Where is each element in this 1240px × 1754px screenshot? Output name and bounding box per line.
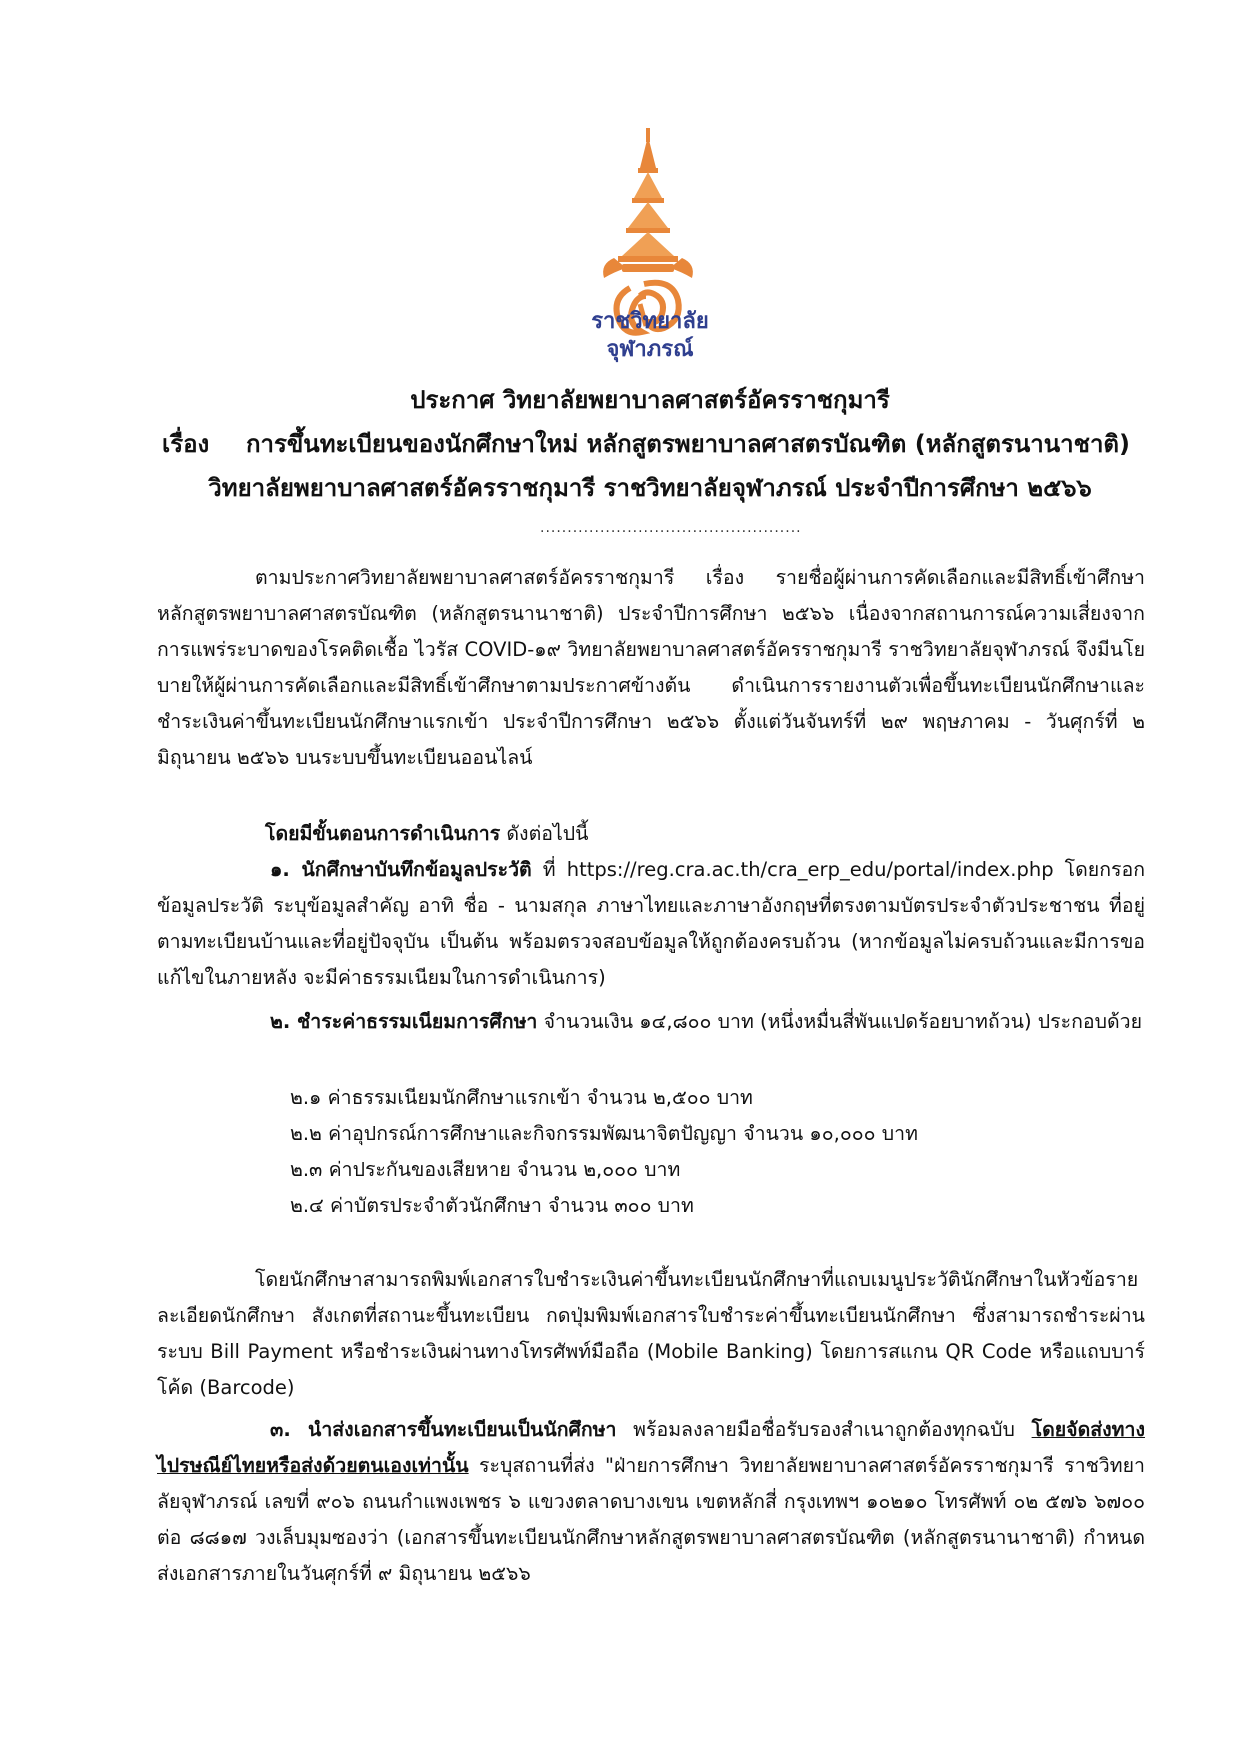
announcement-title: ประกาศ วิทยาลัยพยาบาลศาสตร์อัครราชกุมารี — [410, 386, 890, 414]
intro-paragraph: ตามประกาศวิทยาลัยพยาบาลศาสตร์อัครราชกุมารี เรื่อง รายชื่อผู้ผ่านการคัดเลือกและมีสิทธิ์เข้าศึกษา หลักสูตรพยาบาลศาสตรบัณฑิต (หลักสูตรนานาชาติ) ประจำปีการศึกษา ๒๕๖๖ เนื่องจากสถานการณ์ความเสี่ยงจากการแพร่ระบาดของโรคติดเชื้อ ไวรัส COVID-๑๙ วิทยาลัยพยาบาลศาสตร์อัครราชกุมารี ราชวิทยาลัยจุฬาภรณ์ จึงมีนโยบายให้ผู้ผ่านการคัดเลือกและมีสิทธิ์เข้าศึกษาตามประกาศข้างต้น ดำเนินการรายงานตัวเพื่อขึ้นทะเบียนนักศึกษาและชำระเงินค่าขึ้นทะเบียนนักศึกษาแรกเข้า ประจำปีการศึกษา ๒๕๖๖ ตั้งแต่วันจันทร์ที่ ๒๙ พฤษภาคม - วันศุกร์ที่ ๒ มิถุนายน ๒๕๖๖ บนระบบขึ้นทะเบียนออนไลน์ — [157, 566, 1145, 769]
step-1-paragraph — [157, 852, 1145, 996]
announcement-subject — [162, 427, 1162, 461]
step-1-title: ๑. นักศึกษาบันทึกข้อมูลประวัติ — [270, 858, 532, 881]
steps-heading — [265, 816, 1145, 852]
fee-item: ๒.๔ ค่าบัตรประจำตัวนักศึกษา จำนวน ๓๐๐ บาท — [290, 1194, 694, 1217]
step-3-text: พร้อมลงลายมือชื่อรับรองสำเนาถูกต้องทุกฉบับ — [616, 1418, 1032, 1441]
print-instructions-paragraph: โดยนักศึกษาสามารถพิมพ์เอกสารใบชำระเงินค่าขึ้นทะเบียนนักศึกษาที่แถบเมนูประวัตินักศึกษาในหัวข้อรายละเอียดนักศึกษา สังเกตที่สถานะขึ้นทะเบียน กดปุ่มพิมพ์เอกสารใบชำระค่าขึ้นทะเบียนนักศึกษา ซึ่งสามารถชำระผ่านระบบ Bill Payment หรือชำระเงินผ่านทางโทรศัพท์มือถือ (Mobile Banking) โดยการสแกน QR Code หรือแถบบาร์โค้ด (Barcode) — [157, 1268, 1145, 1399]
fee-list — [290, 1080, 1140, 1224]
steps-heading-rest: ดังต่อไปนี้ — [500, 822, 589, 845]
step-3-underlined: โดยจัดส่งทางไปรษณีย์ไทยหรือส่งด้วยตนเองเท่านั้น — [157, 1418, 1145, 1477]
subject-label: เรื่อง — [162, 430, 210, 458]
steps-heading-bold: โดยมีขั้นตอนการดำเนินการ — [265, 822, 501, 845]
step-3-address: ระบุสถานที่ส่ง "ฝ่ายการศึกษา วิทยาลัยพยาบาลศาสตร์อัครราชกุมารี ราชวิทยาลัยจุฬาภรณ์ เลขที่ ๙๐๖ ถนนกำแพงเพชร ๖ แขวงตลาดบางเขน เขตหลักสี่ กรุงเทพฯ ๑๐๒๑๐ โทรศัพท์ ๐๒ ๕๗๖ ๖๗๐๐ ต่อ ๘๘๑๗ วงเล็บมุมซองว่า (เอกสารขึ้นทะเบียนนักศึกษาหลักสูตรพยาบาลศาสตรบัณฑิต (หลักสูตรนานาชาติ) กำหนดส่งเอกสารภายในวันศุกร์ที่ ๙ มิถุนายน ๒๕๖๖ — [157, 1454, 1145, 1585]
fee-item: ๒.๑ ค่าธรรมเนียมนักศึกษาแรกเข้า จำนวน ๒,๕๐๐ บาท — [290, 1086, 753, 1109]
logo-line-2: จุฬาภรณ์ — [606, 337, 694, 362]
logo-line-1: ราชวิทยาลัย — [591, 309, 709, 334]
step-2-text: จำนวนเงิน ๑๔,๘๐๐ บาท (หนึ่งหมื่นสี่พันแปดร้อยบาทถ้วน) ประกอบด้วย — [537, 1010, 1143, 1033]
fee-item: ๒.๓ ค่าประกันของเสียหาย จำนวน ๒,๐๐๐ บาท — [290, 1158, 681, 1181]
fee-item: ๒.๒ ค่าอุปกรณ์การศึกษาและกิจกรรมพัฒนาจิตปัญญา จำนวน ๑๐,๐๐๐ บาท — [290, 1122, 918, 1145]
step-2-title: ๒. ชำระค่าธรรมเนียมการศึกษา — [270, 1010, 538, 1033]
step-3-title: ๓. นำส่งเอกสารขึ้นทะเบียนเป็นนักศึกษา — [270, 1418, 617, 1441]
step-3-paragraph — [157, 1412, 1145, 1592]
subject-text: การขึ้นทะเบียนของนักศึกษาใหม่ หลักสูตรพยาบาลศาสตรบัณฑิต (หลักสูตรนานาชาติ) — [246, 430, 1130, 458]
announcement-institution: วิทยาลัยพยาบาลศาสตร์อัครราชกุมารี ราชวิทยาลัยจุฬาภรณ์ ประจำปีการศึกษา ๒๕๖๖ — [208, 474, 1092, 502]
step-1-text: ที่ https://reg.cra.ac.th/cra_erp_edu/portal/index.php โดยกรอกข้อมูลประวัติ ระบุข้อมูลสำคัญ อาทิ ชื่อ - นามสกุล ภาษาไทยและภาษาอังกฤษที่ตรงตามบัตรประจำตัวประชาชน ที่อยู่ตามทะเบียนบ้านและที่อยู่ปัจจุบัน เป็นต้น พร้อมตรวจสอบข้อมูลให้ถูกต้องครบถ้วน (หากข้อมูลไม่ครบถ้วนและมีการขอแก้ไขในภายหลัง จะมีค่าธรรมเนียมในการดำเนินการ) — [157, 858, 1146, 989]
logo-wordmark — [570, 308, 730, 364]
step-2-paragraph — [157, 1004, 1145, 1040]
title-separator: ................................................ — [540, 520, 802, 536]
